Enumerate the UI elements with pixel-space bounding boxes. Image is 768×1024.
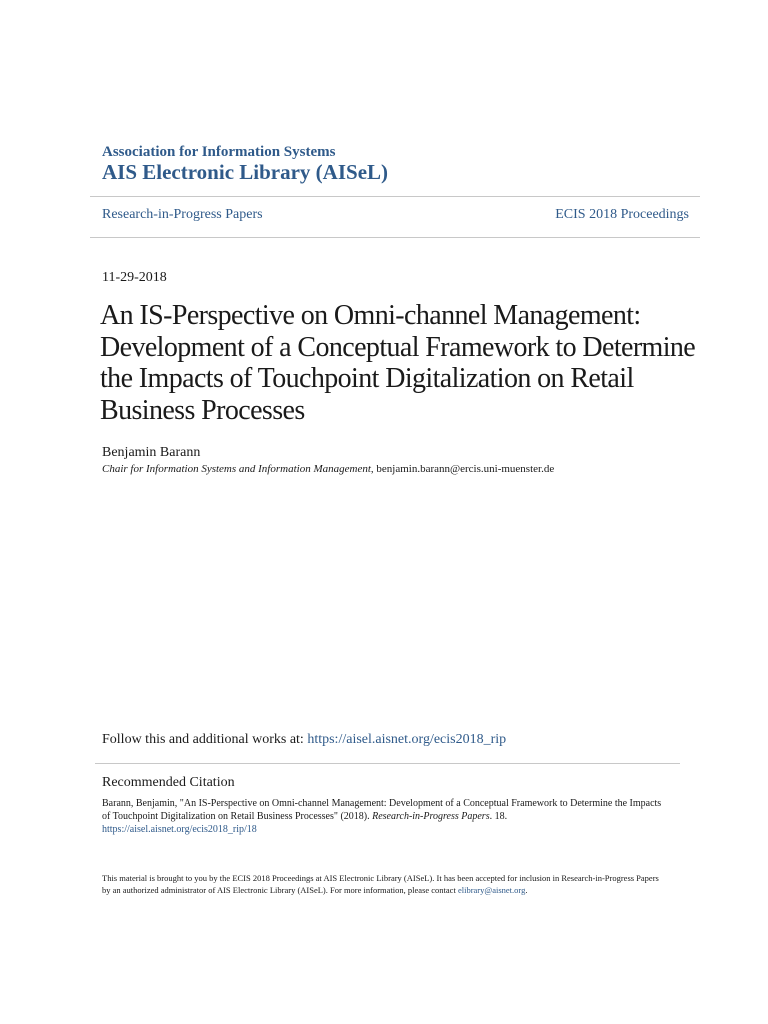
follow-url-link[interactable]: https://aisel.aisnet.org/ecis2018_rip [307, 732, 507, 747]
series-link[interactable]: Research-in-Progress Papers [102, 207, 263, 222]
citation-end: . 18. [489, 811, 508, 822]
proceedings-link[interactable]: ECIS 2018 Proceedings [555, 207, 689, 222]
citation-divider [95, 763, 680, 764]
paper-title: An IS-Perspective on Omni-channel Management: Development of a Conceptual Framework to Determine the Impacts of Touchpoint Digitalization on Retail Business Processes [100, 300, 696, 426]
citation-text [102, 797, 662, 836]
library-link[interactable]: AIS Electronic Library (AISeL) [102, 160, 389, 184]
access-notice [102, 872, 662, 896]
publication-date: 11-29-2018 [102, 270, 167, 285]
citation-body: Barann, Benjamin, "An IS-Perspective on Omni-channel Management: Development of a Conceptual Framework to Determine the Impacts of Touchpoint Digitalization on Retail Business Processes" (2018). [102, 798, 662, 822]
follow-label: Follow this and additional works at: [102, 732, 308, 747]
author-email: , benjamin.barann@ercis.uni-muenster.de [370, 463, 555, 475]
notice-text: This material is brought to you by the ECIS 2018 Proceedings at AIS Electronic Library (AISeL). It has been accepted for inclusion in Research-in-Progress Papers by an authorized administrator of AIS Electronic Library (AISeL). For more information, please contact [102, 873, 659, 895]
author-affiliation-line [102, 463, 554, 475]
header-divider-top [90, 196, 700, 197]
citation-heading: Recommended Citation [102, 775, 235, 790]
contact-email-link[interactable]: elibrary@aisnet.org [457, 885, 526, 895]
author-name: Benjamin Barann [102, 445, 201, 460]
notice-end: . [525, 885, 528, 895]
citation-url-link[interactable]: https://aisel.aisnet.org/ecis2018_rip/18 [102, 824, 257, 835]
follow-line [102, 732, 506, 748]
citation-series: Research-in-Progress Papers [372, 811, 490, 822]
header-divider-bottom [90, 237, 700, 238]
author-affiliation: Chair for Information Systems and Information Management [102, 463, 371, 475]
association-name: Association for Information Systems [102, 144, 336, 160]
